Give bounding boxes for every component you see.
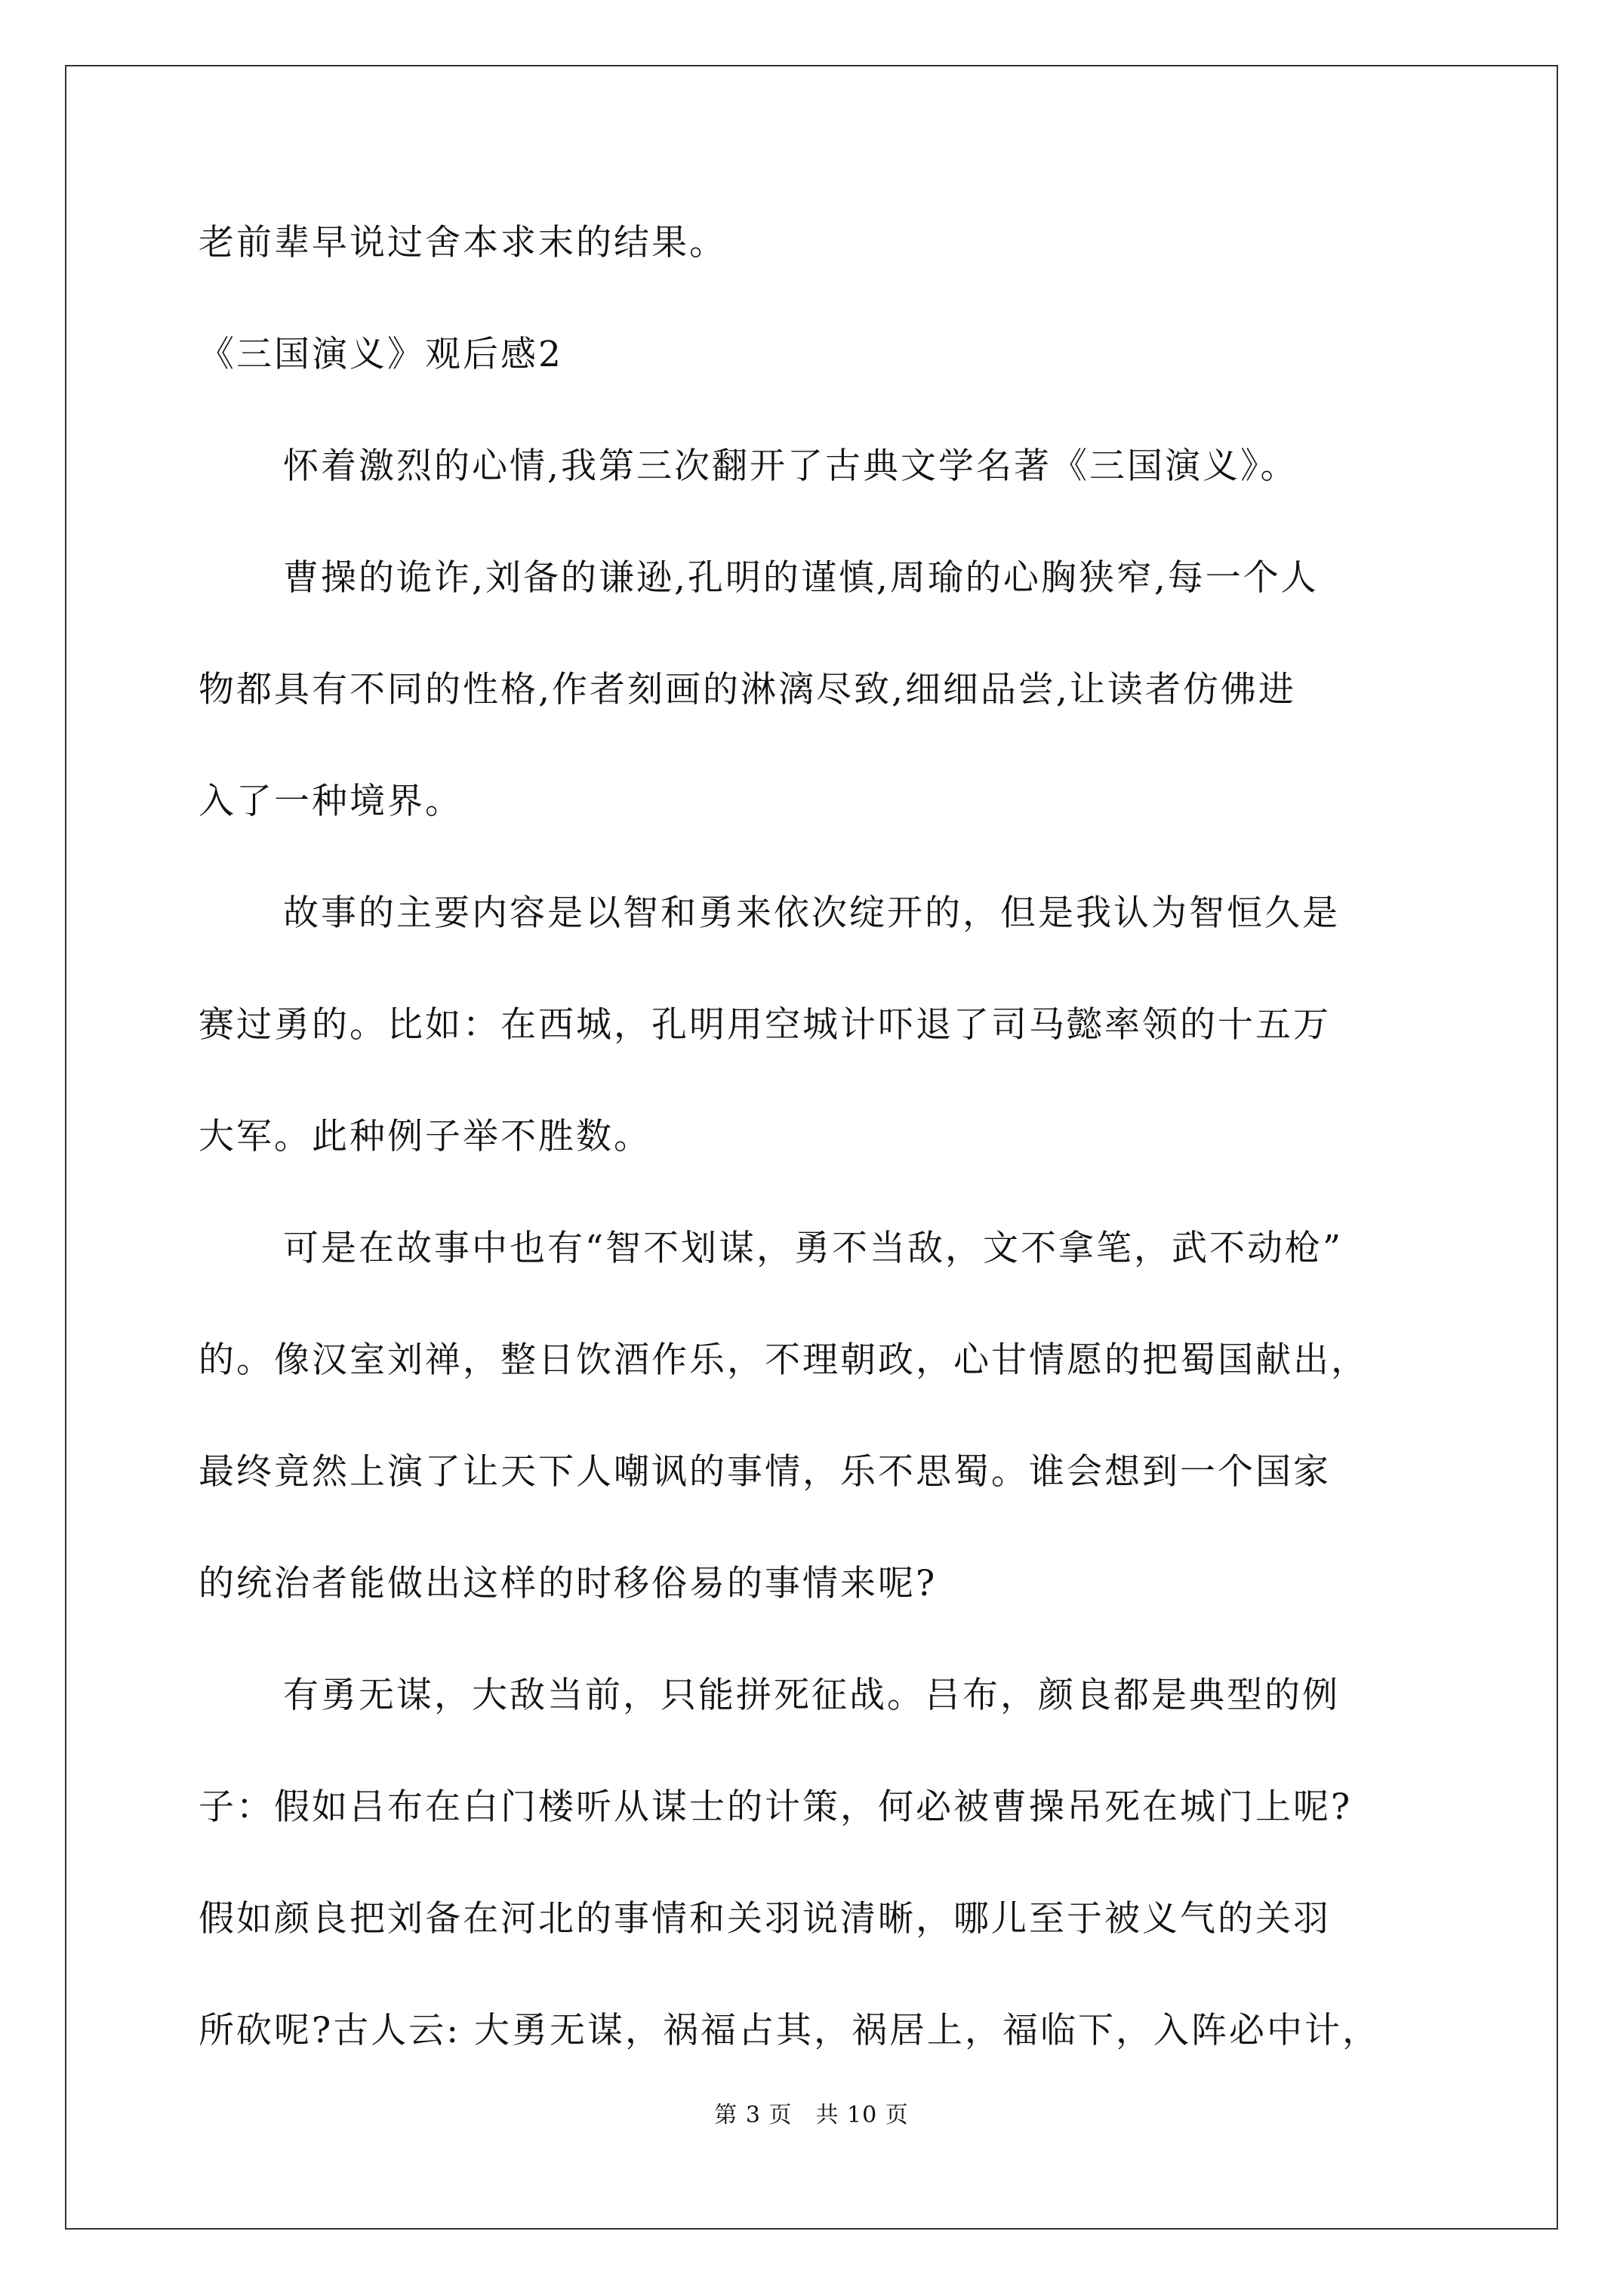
paragraph-line: 大军。此种例子举不胜数。 bbox=[199, 1116, 651, 1157]
paragraph-line: 入了一种境界。 bbox=[199, 781, 463, 822]
paragraph-line: 故事的主要内容是以智和勇来依次绽开的，但是我认为智恒久是 bbox=[283, 892, 1340, 934]
page-number: 第 3 页 共 10 页 bbox=[714, 2102, 909, 2128]
paragraph-line: 物都具有不同的性格,作者刻画的淋漓尽致,细细品尝,让读者仿佛进 bbox=[199, 669, 1296, 710]
paragraph-line: 最终竟然上演了让天下人嘲讽的事情，乐不思蜀。谁会想到一个国家 bbox=[199, 1451, 1331, 1493]
paragraph-line: 假如颜良把刘备在河北的事情和关羽说清晰，哪儿至于被义气的关羽 bbox=[199, 1898, 1331, 1940]
document-body bbox=[199, 220, 1437, 2054]
paragraph-line: 子：假如吕布在白门楼听从谋士的计策，何必被曹操吊死在城门上呢? bbox=[199, 1786, 1353, 1828]
section-title: 《三国演义》观后感2 bbox=[199, 334, 563, 375]
text-line: 老前辈早说过舍本求末的结果。 bbox=[199, 222, 727, 264]
paragraph-line: 的。像汉室刘禅，整日饮酒作乐，不理朝政，心甘情愿的把蜀国献出， bbox=[199, 1339, 1369, 1381]
paragraph-line: 可是在故事中也有“智不划谋，勇不当敌，文不拿笔，武不动枪” bbox=[283, 1228, 1344, 1269]
paragraph-line: 怀着激烈的心情,我第三次翻开了古典文学名著《三国演义》。 bbox=[283, 445, 1298, 487]
paragraph-line: 的统治者能做出这样的时移俗易的事情来呢? bbox=[199, 1563, 938, 1604]
paragraph-line: 所砍呢?古人云: 大勇无谋，祸福占其，祸居上，福临下，入阵必中计， bbox=[199, 2010, 1380, 2051]
paragraph-line: 曹操的诡诈,刘备的谦逊,孔明的谨慎,周瑜的心胸狭窄,每一个人 bbox=[283, 557, 1319, 599]
paragraph-line: 有勇无谋，大敌当前，只能拼死征战。吕布，颜良都是典型的例 bbox=[283, 1675, 1340, 1716]
paragraph-line: 赛过勇的。比如：在西城，孔明用空城计吓退了司马懿率领的十五万 bbox=[199, 1004, 1331, 1046]
